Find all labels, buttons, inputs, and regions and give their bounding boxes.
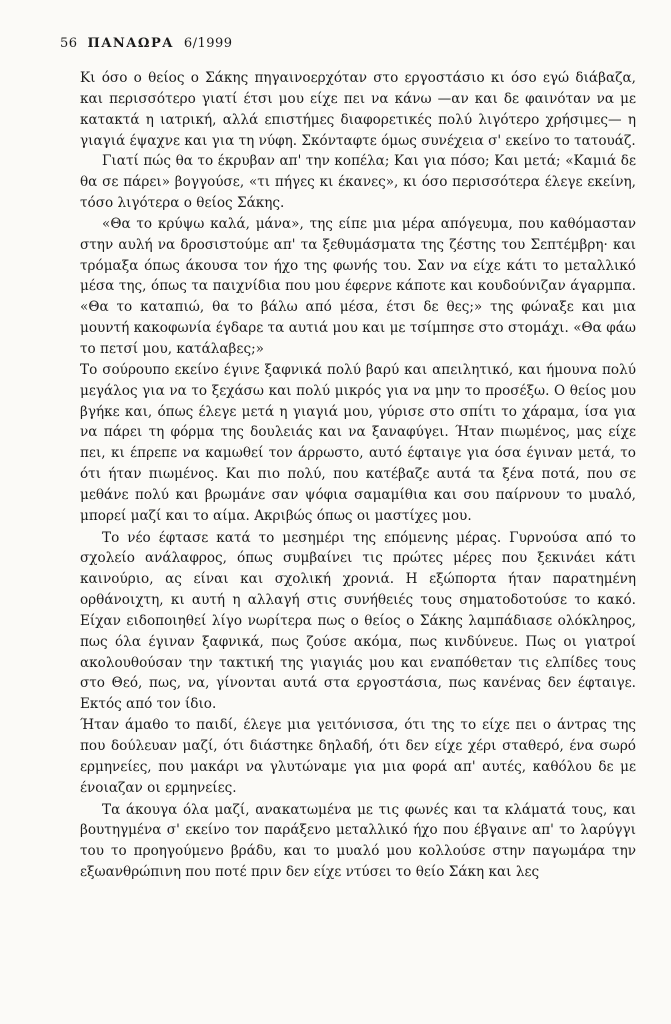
paragraph: Τα άκουγα όλα μαζί, ανακατωμένα με τις φωνές και τα κλάματά τους, και βουτηγμένα σ' εκείνο τον παράξενο μεταλλικό ήχο που έβγαινε απ' το λαρύγγι του το προηγούμενο βράδυ, και το μυαλό μου κολλούσε στην παγωμάρα την εξωανθρώπινη που ποτέ πριν δεν είχε ντύσει το θείο Σάκη και λες: [80, 801, 636, 881]
paragraph: Το νέο έφτασε κατά το μεσημέρι της επόμενης μέρας. Γυρνούσα από το σχολείο ανάλαφρος, όπως συμβαίνει τις πρώτες μέρες που ξεκινάει κάτι καινούριο, ας είναι και σχολική χρονιά. Η εξώπορτα ήταν παρατημένη ορθάνοιχτη, κι αυτή η αλλαγή στις συνήθειές τους σηματοδοτούσε το κακό. Είχαν ειδοποιηθεί λίγο νωρίτερα πως ο θείος ο Σάκης λαμπάδιασε ολόκληρος, πως όλα έγιναν ξαφνικά, πως ζούσε ακόμα, πως κινδύνευε. Πως οι γιατροί ακολουθούσαν την τακτική της γιαγιάς μου και εναπόθεταν τις ελπίδες τους στο Θεό, πως, να, γίνονται αυτά στα εργοστάσια, πως κανένας δεν έφταιγε. Εκτός από τον ίδιο.: [80, 529, 636, 713]
paragraph: Κι όσο ο θείος ο Σάκης πηγαινοερχόταν στο εργοστάσιο κι όσο εγώ διάβαζα, και περισσότερο γιατί έτσι μου είχε πει να κάνω —αν και δε φαινόταν να με κατακτά η ιατρική, αλλά επιστήμες διαφορετικές πολύ λιγότερο χρήσιμες— η γιαγιά έψαχνε και για τη νύφη. Σκόνταφτε όμως συνέχεια σ' εκείνο το τατουάζ.: [80, 70, 636, 149]
page-number: 56: [60, 36, 78, 51]
running-header: [60, 36, 233, 51]
issue-number: 6/1999: [183, 36, 233, 51]
paragraph: Ήταν άμαθο το παιδί, έλεγε μια γειτόνισσα, ότι της το είχε πει ο άντρας της που δούλευαν μαζί, ότι διάστηκε δηλαδή, ότι δεν είχε χέρι σταθερό, ένα σωρό ερμηνείες, που μακάρι να γλυτώναμε για μια φορά απ' αυτές, καθόλου δε με ένοιαζαν οι ερμηνείες.: [80, 717, 636, 796]
journal-title: ΠΑΝΑΩΡΑ: [87, 36, 174, 51]
paragraph: «Θα το κρύψω καλά, μάνα», της είπε μια μέρα απόγευμα, που καθόμασταν στην αυλή να δροσιστούμε απ' τα ξεθυμάσματα της ζέστης του Σεπτέμβρη· και τρόμαξα όπως άκουσα τον ήχο της φωνής του. Σαν να είχε κάτι το μεταλλικό μέσα της, όπως τα παιχνίδια που μου έφερνε κάποτε και κουδούνιζαν άγαρμπα. «Θα το καταπιώ, θα το βάλω από μέσα, έτσι δε θες;» της φώναξε και μια μουντή κακοφωνία έγδαρε τα αυτιά μου και με τσίμπησε στο στομάχι. «Θα φάω το πετσί μου, κατάλαβες;»: [80, 215, 636, 357]
paragraph: Το σούρουπο εκείνο έγινε ξαφνικά πολύ βαρύ και απειλητικό, και ήμουνα πολύ μεγάλος για να το ξεχάσω και πολύ μικρός για να μην το προσέξω. Ο θείος μου βγήκε και, όπως έλεγε μετά η γιαγιά μου, γύρισε στο σπίτι το χάραμα, ίσα για να πάρει τη φόρμα της δουλειάς και να ξαναφύγει. Ήταν πιωμένος, μας είχε πει, κι έπρεπε να καμωθεί τον άρρωστο, αυτό έφταιγε για όσα έγιναν μετά, το ότι ήταν πιωμένος. Και πιο πολύ, που κατέβαζε αυτά τα ξένα ποτά, που σε μεθάνε πολύ και βρωμάνε σαν ψόφια σαμαμίθια και σου παίρνουν το μυαλό, μπορεί μαζί και το αίμα. Ακριβώς όπως οι μαστίχες μου.: [80, 361, 636, 524]
body-text: [80, 68, 636, 883]
paragraph: Γιατί πώς θα το έκρυβαν απ' την κοπέλα; Και για πόσο; Και μετά; «Καμιά δε θα σε πάρει» βογγούσε, «τι πήγες κι έκανες», κι όσο περισσότερα έλεγε εκείνη, τόσο λιγότερα ο θείος Σάκης.: [80, 153, 636, 212]
